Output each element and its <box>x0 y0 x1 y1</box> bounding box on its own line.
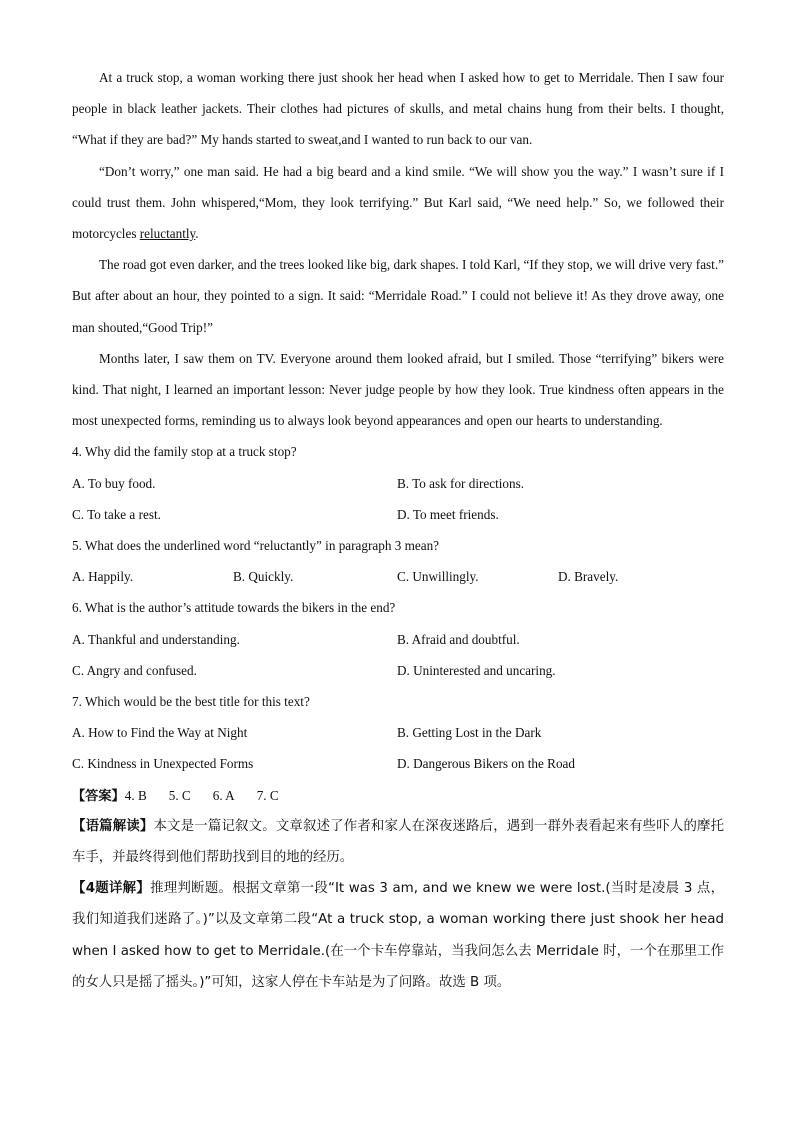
question-4-detail <box>72 873 724 998</box>
question-6-stem: 6. What is the author’s attitude towards the bikers in the end? <box>72 600 396 616</box>
option-d: D. To meet friends. <box>397 506 499 522</box>
option-b: B. Quickly. <box>233 569 294 585</box>
answer-5: 5. C <box>168 787 191 803</box>
analysis-label: 【语篇解读】 <box>72 818 154 834</box>
question-4-options-row-1 <box>72 468 724 499</box>
detail-label: 【4题详解】 <box>72 881 151 897</box>
question-4-options-row-2 <box>72 499 724 530</box>
answer-7: 7. C <box>256 787 279 803</box>
paragraph-4: Months later, I saw them on TV. Everyone around them looked afraid, but I smiled. Those “terrifying” bikers were kind. That night, I learned an important lesson: Never judge people by how they look. True kindness often appears in the most unexpected forms, reminding us to always look beyond appearances and open our hearts to understanding. <box>72 350 724 429</box>
document-page <box>72 62 724 998</box>
analysis-text: 本文是一篇记叙文。文章叙述了作者和家人在深夜迷路后，遇到一群外表看起来有些吓人的摩托车手，并最终得到他们帮助找到目的地的经历。 <box>72 818 725 865</box>
paragraph-2-text: “Don’t worry,” one man said. He had a big beard and a kind smile. “We will show you the way.” I wasn’t sure if I could trust them. John whispered,“Mom, they look terrifying.” But Karl said, “We need help.” So, we followed their motorcycles <box>72 163 724 242</box>
question-7-options-row-2 <box>72 748 724 779</box>
option-c: C. Angry and confused. <box>72 662 197 678</box>
question-5-options-row <box>72 561 724 592</box>
underlined-word: reluctantly <box>139 226 196 242</box>
paragraph-2-end: . <box>195 226 199 242</box>
option-c: C. Unwillingly. <box>397 569 479 585</box>
question-7-options-row-1 <box>72 717 724 748</box>
question-4-stem: 4. Why did the family stop at a truck stop? <box>72 444 297 460</box>
passage-analysis <box>72 811 724 873</box>
option-a: A. Thankful and understanding. <box>72 631 240 647</box>
option-c: C. To take a rest. <box>72 506 161 522</box>
option-d: D. Dangerous Bikers on the Road <box>397 756 575 772</box>
paragraph-1: At a truck stop, a woman working there just shook her head when I asked how to get to Merridale. Then I saw four people in black leather jackets. Their clothes had pictures of skulls, and metal chains hung from their belts. I thought, “What if they are bad?” My hands started to sweat,and I wanted to run back to our van. <box>72 70 724 148</box>
detail-text: 推理判断题。根据文章第一段“It was 3 am, and we knew we were lost.(当时是凌晨 3 点，我们知道我们迷路了。)”以及文章第二段“At a truck stop, a woman working there just shook her head when I asked how to get to Merridale.(在一个卡车停靠站，当我问怎么去 Merridale 时，一个在那里工作的女人只是摇了摇头。)”可知，这家人停在卡车站是为了问路。故选 B 项。 <box>72 881 724 990</box>
option-c: C. Kindness in Unexpected Forms <box>72 756 254 772</box>
option-b: B. Getting Lost in the Dark <box>397 725 542 741</box>
answer-6: 6. A <box>212 787 235 803</box>
option-a: A. Happily. <box>72 569 134 585</box>
question-5-stem: 5. What does the underlined word “reluctantly” in paragraph 3 mean? <box>72 538 440 553</box>
option-a: A. To buy food. <box>72 475 156 491</box>
question-7-stem: 7. Which would be the best title for this text? <box>72 693 310 709</box>
paragraph-2 <box>72 156 724 250</box>
question-6-options-row-2 <box>72 655 724 686</box>
paragraph-3: The road got even darker, and the trees looked like big, dark shapes. I told Karl, “If they stop, we will drive very fast.” But after about an hour, they pointed to a sign. It said: “Merridale Road.” I could not believe it! As they drove away, one man shouted,“Good Trip!” <box>72 257 724 335</box>
option-b: B. To ask for directions. <box>397 475 525 491</box>
option-d: D. Bravely. <box>558 569 619 585</box>
option-d: D. Uninterested and uncaring. <box>397 662 556 678</box>
answer-4: 4. B <box>124 787 147 803</box>
answer-line <box>72 780 724 811</box>
option-b: B. Afraid and doubtful. <box>397 631 520 647</box>
question-6-options-row-1 <box>72 624 724 655</box>
answer-label: 【答案】 <box>72 788 125 804</box>
option-a: A. How to Find the Way at Night <box>72 725 248 741</box>
